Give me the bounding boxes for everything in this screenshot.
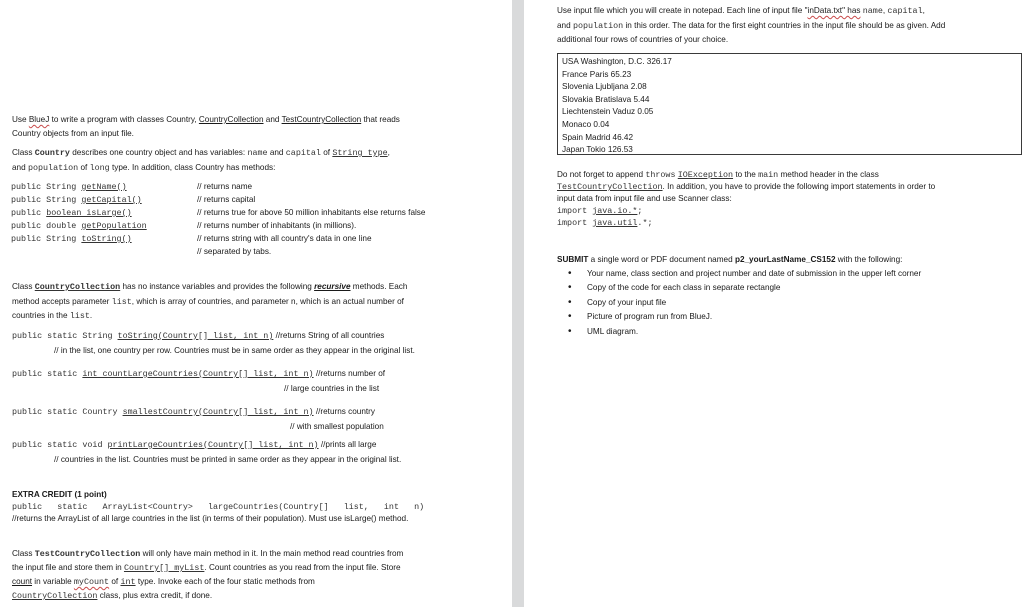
page-divider [512,0,524,607]
input-file-paragraph: Use input file which you will create in notepad. Each line of input file "inData.txt" has name, capital, and population in this order. The data for the first eight countries in the input file should be as given. Add additional four rows of countries of your choice. [557,6,946,44]
method-tostring: public static String toString(Country[] list, int n) //returns String of all countries // in the list, one country per row. Countries must be in same order as they appear in the original list. [12,331,415,355]
method-row: public String getName() // returns name [11,182,253,192]
import-io: import java.io.*; [557,206,643,216]
import-util: import java.util.*; [557,218,653,228]
extra-credit-title: EXTRA CREDIT (1 point) [12,490,107,499]
list-item: • UML diagram. [556,325,921,339]
country-methods-table [11,182,425,260]
method-smallestcountry: public static Country smallestCountry(Country[] list, int n) //returns country // with smallest population [12,407,384,431]
forget-paragraph: Do not forget to append throws IOException to the main method header in the class TestCountryCollection. In addition, you have to provide the following import statements in order to input data from input file and use Scanner class: import java.io.*; import java.util.*; [557,170,936,228]
list-item: • Your name, class section and project number and date of submission in the upper left corner [556,267,921,281]
submit-heading: SUBMIT a single word or PDF document named p2_yourLastName_CS152 with the following: [557,255,903,264]
data-row: USA Washington, D.C. 326.17 [562,57,672,66]
data-row: Liechtenstein Vaduz 0.05 [562,107,654,117]
method-countlargecountries: public static int countLargeCountries(Country[] list, int n) //returns number of // large countries in the list [12,369,386,393]
country-class-paragraph: Class Country describes one country object and has variables: name and capital of String type, and population of long type. In addition, class Country has methods: [12,148,390,173]
method-printlargecountries: public static void printLargeCountries(Country[] list, int n) //prints all large // countries in the list. Countries must be printed in same order as they appear in the original list. [12,440,402,464]
data-row: Slovenia Ljubljana 2.08 [562,82,647,92]
extra-credit-signature: public static ArrayList<Country> largeCountries(Country[] list, int n) [12,502,425,512]
method-row: public boolean isLarge() // returns true for above 50 million inhabitants else returns false [11,208,426,218]
data-row: Slovakia Bratislava 5.44 [562,94,650,104]
collection-class-paragraph: Class CountryCollection has no instance variables and provides the following recursive methods. Each method accepts parameter list, which is array of countries, and parameter n, which is an actual number of countries in the list. [12,282,408,321]
method-row: // separated by tabs. [197,247,272,256]
submit-list [556,267,921,339]
test-class-paragraph: Class TestCountryCollection will only have main method in it. In the main method read countries from the input file and store them in Country[] myList. Count countries as you read from the input file. Store count in variable myCount of int type. Invoke each of the four static methods from CountryCollection class, plus extra credit, if done. [12,549,404,601]
data-row: Monaco 0.04 [562,119,610,129]
data-row: France Paris 65.23 [562,69,632,79]
data-row: Japan Tokio 126.53 [562,145,633,155]
method-row: public String toString() // returns string with all country's data in one line [11,234,372,244]
list-item: • Copy of the code for each class in separate rectangle [556,281,921,295]
input-data-box [557,53,1022,155]
extra-credit-section [12,489,502,525]
list-item: • Copy of your input file [556,296,921,310]
intro-paragraph: Use BlueJ to write a program with classes Country, CountryCollection and TestCountryCollection that reads Country objects from an input file. [12,115,400,138]
extra-credit-description: //returns the ArrayList of all large countries in the list (in terms of their population). Must use isLarge() method. [12,514,409,523]
list-item: • Picture of program run from BlueJ. [556,310,921,324]
method-row: public double getPopulation // returns number of inhabitants (in millions). [11,221,357,231]
method-row: public String getCapital() // returns capital [11,195,256,205]
data-row: Spain Madrid 46.42 [562,132,634,142]
